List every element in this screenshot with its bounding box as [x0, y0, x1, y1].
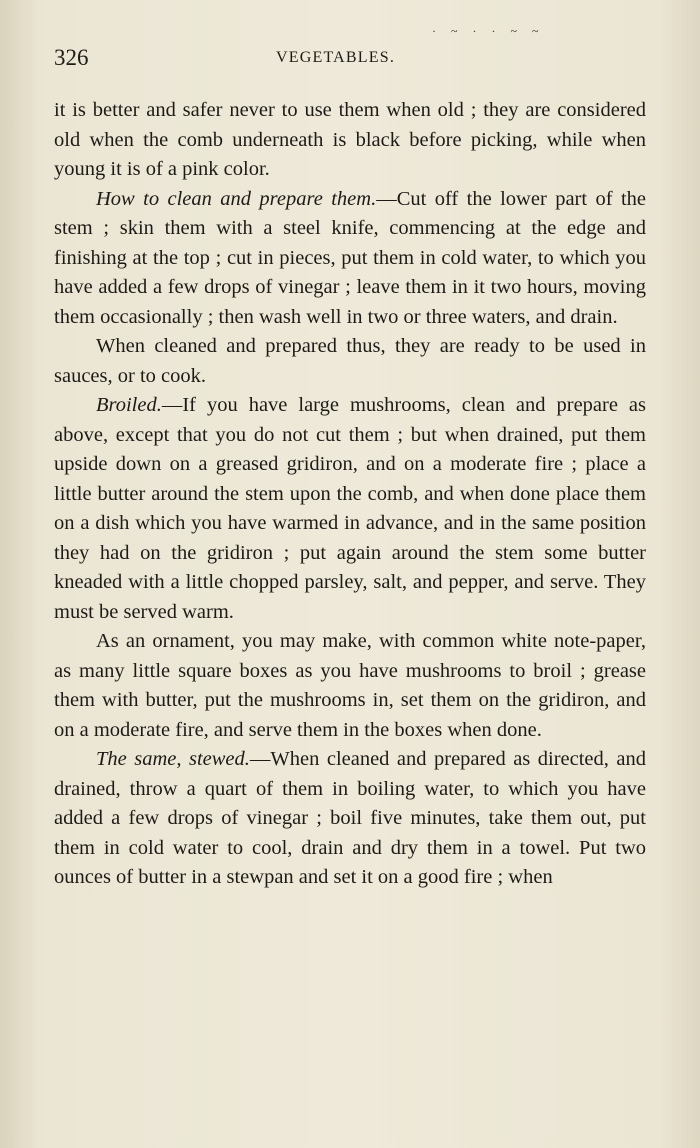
paragraph-ornament	[54, 627, 646, 745]
run-in-heading: The same, stewed.	[96, 748, 250, 770]
paragraph-stewed	[54, 745, 646, 893]
paragraph-text: As an ornament, you may make, with common white note-paper, as many little square boxes as you have mushrooms to broil ; grease them with butter, put the mushrooms in, set them on the gridiron, and on a moderate fire, and serve them in the boxes when done.	[54, 630, 646, 741]
run-in-heading: Broiled.	[96, 394, 162, 416]
page-number: 326	[54, 45, 89, 70]
body-text	[54, 96, 646, 893]
paragraph-text: When cleaned and prepared thus, they are ready to be used in sauces, or to cook.	[54, 335, 646, 387]
paragraph-text: —Cut off the lower part of the stem ; skin them with a steel knife, commencing at the edge and finishing at the top ; cut in pieces, put them in cold water, to which you have added a few drops of vinegar ; leave them in it two hours, moving them occasionally ; then wash well in two or three waters, and drain.	[54, 187, 646, 328]
running-head: VEGETABLES.	[276, 49, 396, 66]
top-ink-marks: · ~ · · ~ ~	[432, 24, 545, 38]
paragraph-continuation	[54, 96, 646, 185]
paragraph-broiled	[54, 391, 646, 627]
paragraph-clean-prepare	[54, 185, 646, 333]
run-in-heading: How to clean and prepare them.	[96, 187, 377, 210]
paragraph-ready	[54, 332, 646, 391]
paragraph-text: —If you have large mushrooms, clean and prepare as above, except that you do not cut them ; but when drained, put them upside down on a greased gridiron, and on a moderate fire ; place a little butter around the stem upon the comb, and when done place them on a dish which you have warmed in advance, and in the same position they had on the gridiron ; put again around the stem some butter kneaded with a little chopped parsley, salt, and pepper, and serve. They must be served warm.	[54, 394, 646, 623]
paragraph-text: it is better and safer never to use them when old ; they are considered old when the comb underneath is black before picking, while when young it is of a pink color.	[54, 99, 646, 180]
paragraph-text: —When cleaned and prepared as directed, and drained, throw a quart of them in boiling water, to which you have added a few drops of vinegar ; boil five minutes, take them out, put them in cold water to cool, drain and dry them in a towel. Put two ounces of butter in a stewpan and set it on a good fire ; when	[54, 748, 646, 888]
